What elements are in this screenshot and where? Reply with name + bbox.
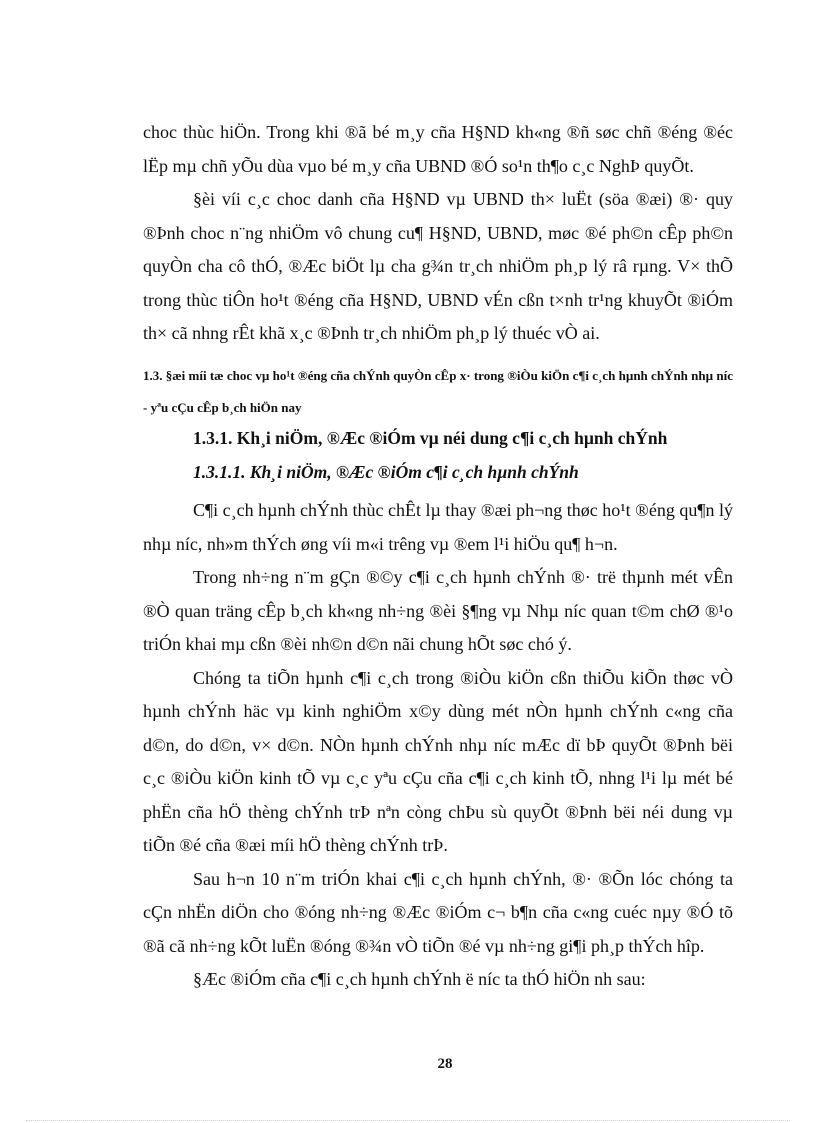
- text-block-1: [143, 116, 733, 351]
- paragraph: Chóng ta tiÕn hµnh c¶i c¸ch trong ®iÒu kiÖn cßn thiÕu kiÕn thøc vÒ hµnh chÝnh häc vµ kinh nghiÖm x©y dùng mét nÒn hµnh chÝnh c«ng cña d©n, do d©n, v× d©n. NÒn hµnh chÝnh nhµ níc mÆc dï bÞ quyÕt ®Þnh bëi c¸c ®iÒu kiÖn kinh tÕ vµ c¸c yªu cÇu cña c¶i c¸ch kinh tÕ, nhng l¹i lµ mét bé phËn cña hÖ thèng chÝnh trÞ nªn còng chÞu sù quyÕt ®Þnh bëi néi dung vµ tiÕn ®é cña ®æi míi hÖ thèng chÝnh trÞ.: [143, 667, 733, 855]
- paragraph: C¶i c¸ch hµnh chÝnh thùc chÊt lµ thay ®æi ph¬ng thøc ho¹t ®éng qu¶n lý nhµ níc, nh»m thÝch øng víi m«i trêng vµ ®em l¹i hiÖu qu¶ h¬n.: [143, 500, 733, 554]
- section-heading-1-3: 1.3. §æi míi tæ choc vµ ho¹t ®éng cña chÝnh quyÒn cÊp x· trong ®iÒu kiÖn c¶i c¸ch hµnh chÝnh nhµ níc - yªu cÇu cÊp b¸ch hiÖn nay: [143, 368, 733, 415]
- section-heading-1-3-1-1: 1.3.1.1. Kh¸i niÖm, ®Æc ®iÓm c¶i c¸ch hµnh chÝnh: [193, 462, 579, 482]
- page-bottom-divider: [26, 1120, 790, 1121]
- page-number: 28: [437, 1056, 453, 1072]
- section-heading-1-3-1: 1.3.1. Kh¸i niÖm, ®Æc ®iÓm vµ néi dung c¶i c¸ch hµnh chÝnh: [193, 428, 668, 448]
- text-block-2: [143, 494, 733, 997]
- paragraph: Sau h¬n 10 n¨m triÓn khai c¶i c¸ch hµnh chÝnh, ®· ®Õn lóc chóng ta cÇn nhËn diÖn cho ®óng nh÷ng ®Æc ®iÓm c¬ b¶n cña c«ng cuéc nµy ®Ó tõ ®ã cã nh÷ng kÕt luËn ®óng ®¾n vÒ tiÕn ®é vµ nh÷ng gi¶i ph¸p thÝch hîp.: [143, 868, 733, 956]
- paragraph: §Æc ®iÓm cña c¶i c¸ch hµnh chÝnh ë níc ta thÓ hiÖn nh sau:: [193, 969, 646, 989]
- paragraph: choc thùc hiÖn. Trong khi ®ã bé m¸y cña H§ND kh«ng ®ñ søc chñ ®éng ®éc lËp mµ chñ yÕu dùa vµo bé m¸y cña UBND ®Ó so¹n th¶o c¸c NghÞ quyÕt.: [143, 122, 733, 176]
- paragraph: Trong nh÷ng n¨m gÇn ®©y c¶i c¸ch hµnh chÝnh ®· trë thµnh mét vÊn ®Ò quan träng cÊp b¸ch kh«ng nh÷ng ®èi §¶ng vµ Nhµ níc quan t©m chØ ®¹o triÓn khai mµ cßn ®èi nh©n d©n nãi chung hÕt søc chó ý.: [143, 567, 733, 654]
- paragraph: §èi víi c¸c choc danh cña H§ND vµ UBND th× luËt (söa ®æi) ®· quy ®Þnh choc n¨ng nhiÖm vô chung cu¶ H§ND, UBND, møc ®é ph©n cÊp ph©n quyÒn cha cô thÓ, ®Æc biÖt lµ cha g¾n tr¸ch nhiÖm ph¸p lý râ rµng. V× thÕ trong thùc tiÔn ho¹t ®éng cña H§ND, UBND vÉn cßn t×nh tr¹ng khuyÕt ®iÓm th× cã nhng rÊt khã x¸c ®Þnh tr¸ch nhiÖm ph¸p lý thuéc vÒ ai.: [143, 189, 733, 343]
